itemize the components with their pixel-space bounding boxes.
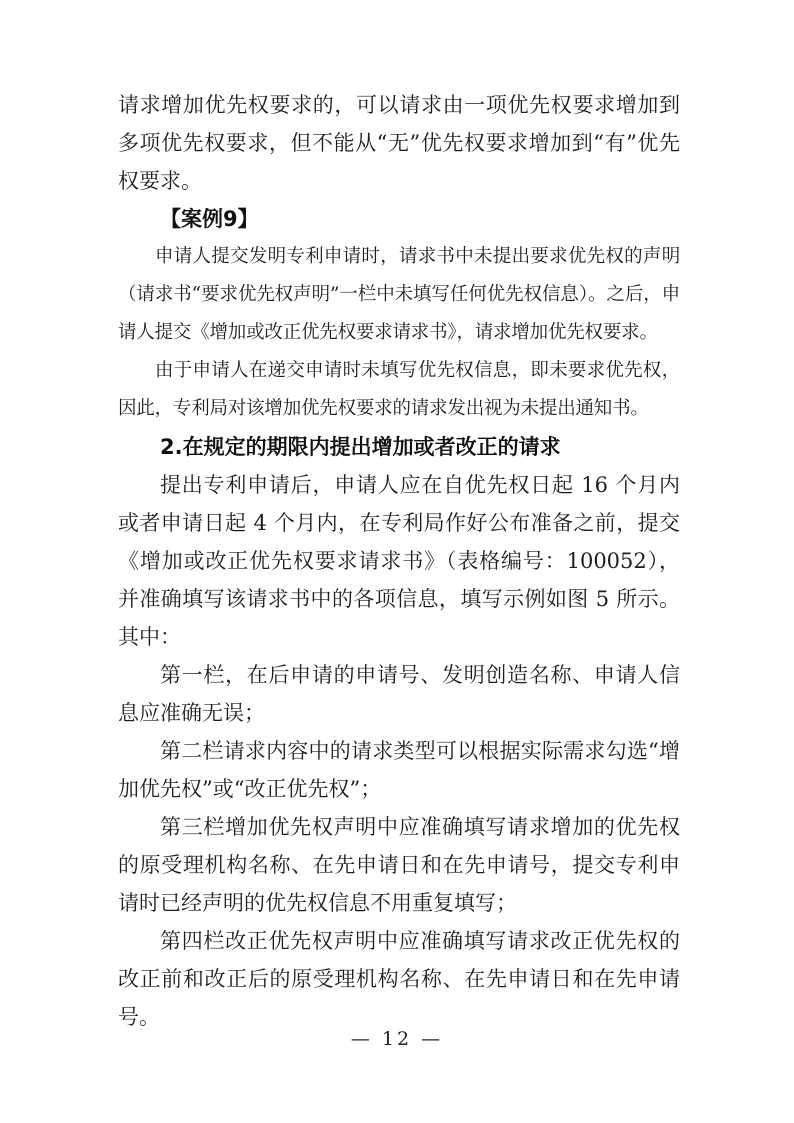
paragraph: 第三栏增加优先权声明中应准确填写请求增加的优先权的原受理机构名称、在先申请日和在先申请号，提交专利申请时已经声明的优先权信息不用重复填写； bbox=[118, 815, 680, 915]
paragraph: 申请人提交发明专利申请时，请求书中未提出要求优先权的声明（请求书“要求优先权声明”一栏中未填写任何优先权信息）。之后，申请人提交《增加或改正优先权要求请求书》，请求增加优先权要求。 bbox=[118, 246, 680, 343]
document-body bbox=[118, 86, 680, 1036]
page-number: — 12 — bbox=[350, 1028, 444, 1050]
paragraph: 第四栏改正优先权声明中应准确填写请求改正优先权的改正前和改正后的原受理机构名称、在先申请日和在先申请号。 bbox=[118, 929, 680, 1029]
paragraph: 第二栏请求内容中的请求类型可以根据实际需求勾选“增加优先权”或“改正优先权”； bbox=[118, 739, 680, 801]
section-heading: 2.在规定的期限内提出增加或者改正的请求 bbox=[160, 435, 561, 459]
paragraph: 第一栏，在后申请的申请号、发明创造名称、申请人信息应准确无误； bbox=[118, 663, 680, 725]
paragraph: 由于申请人在递交申请时未填写优先权信息，即未要求优先权，因此，专利局对该增加优先权要求的请求发出视为未提出通知书。 bbox=[118, 360, 680, 419]
section-heading: 【案例9】 bbox=[160, 207, 259, 231]
paragraph: 提出专利申请后，申请人应在自优先权日起 16 个月内或者申请日起 4 个月内，在专利局作好公布准备之前，提交《增加或改正优先权要求请求书》（表格编号：100052），并准确填写该请求书中的各项信息，填写示例如图 5 所示。其中： bbox=[118, 473, 680, 649]
paragraph: 请求增加优先权要求的，可以请求由一项优先权要求增加到多项优先权要求，但不能从“无”优先权要求增加到“有”优先权要求。 bbox=[118, 93, 680, 193]
